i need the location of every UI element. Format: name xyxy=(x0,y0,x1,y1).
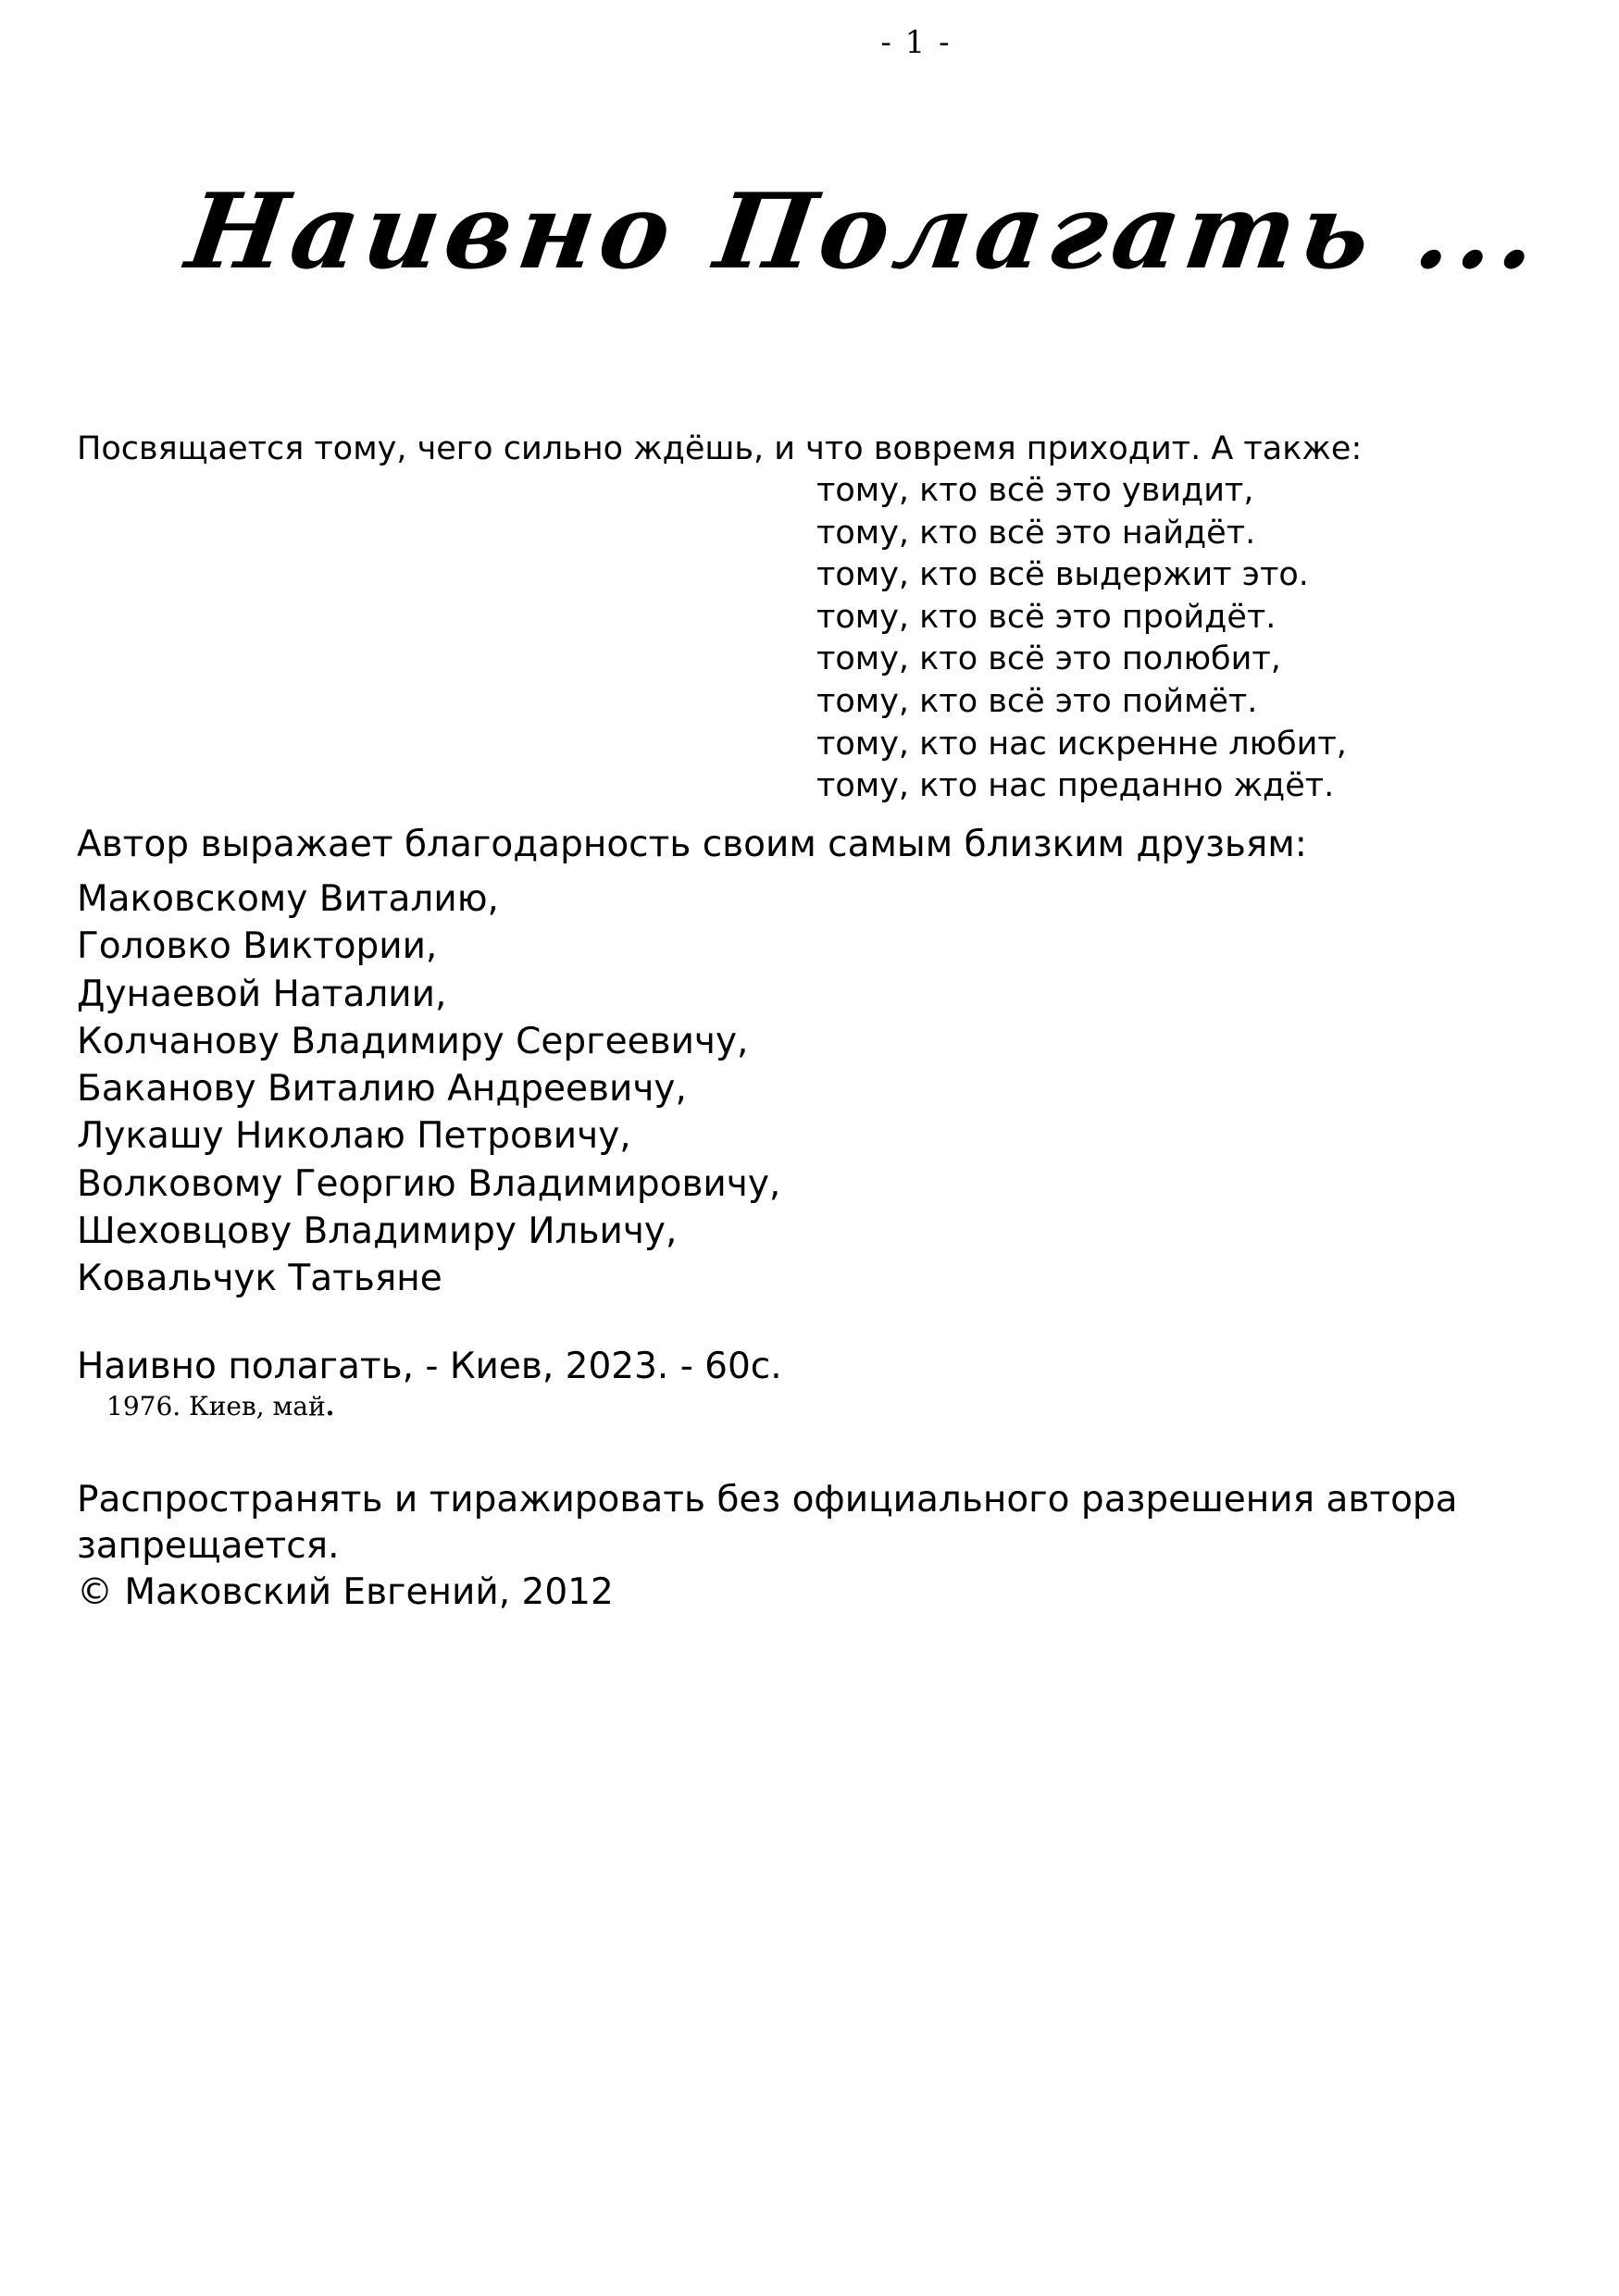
dedication-line: тому, кто всё это поймёт. xyxy=(816,682,1258,720)
friend-name: Ковальчук Татьяне xyxy=(77,1258,442,1300)
bibliography-note-text: 1976. Киев, май xyxy=(106,1391,326,1421)
friend-name: Баканову Виталию Андреевичу, xyxy=(77,1068,687,1111)
friend-name: Маковскому Виталию, xyxy=(77,878,499,920)
friend-name: Шеховцову Владимиру Ильичу, xyxy=(77,1210,678,1253)
bibliography-note xyxy=(106,1390,334,1423)
rights-line: запрещается. xyxy=(77,1525,340,1567)
dedication-line: тому, кто всё это пройдёт. xyxy=(816,598,1277,636)
dedication-lines xyxy=(816,470,1347,808)
rights-notice xyxy=(77,1477,1558,1616)
dedication-line: тому, кто всё выдержит это. xyxy=(816,556,1309,594)
dedication-line: тому, кто всё это найдёт. xyxy=(816,514,1256,552)
dedication-line: тому, кто нас искренне любит, xyxy=(816,725,1347,763)
page-title: Наивно Полагать ... xyxy=(180,171,1551,292)
bibliography-note-end: . xyxy=(325,1391,335,1421)
rights-line: Распространять и тиражировать без официального разрешения автора xyxy=(77,1479,1458,1520)
friend-name: Колчанову Владимиру Сергеевичу, xyxy=(77,1020,749,1062)
copyright-line: © Маковский Евгений, 2012 xyxy=(77,1571,614,1613)
acknowledgements-intro: Автор выражает благодарность своим самым близким друзьям: xyxy=(77,824,1307,865)
dedication-line: тому, кто нас преданно ждёт. xyxy=(816,767,1335,805)
friend-name: Волковому Георгию Владимировичу, xyxy=(77,1162,781,1205)
friend-name: Головко Виктории, xyxy=(77,925,438,968)
dedication-intro: Посвящается тому, чего сильно ждёшь, и что вовремя приходит. А также: xyxy=(77,430,1363,467)
friend-name: Лукашу Николаю Петровичу, xyxy=(77,1115,631,1158)
friends-list xyxy=(77,875,780,1303)
page-number: - 1 - xyxy=(880,24,952,61)
dedication-line: тому, кто всё это полюбит, xyxy=(816,640,1281,678)
friend-name: Дунаевой Наталии, xyxy=(77,973,447,1015)
bibliography-entry: Наивно полагать, - Киев, 2023. - 60с. xyxy=(77,1346,782,1387)
dedication-line: тому, кто всё это увидит, xyxy=(816,472,1254,509)
